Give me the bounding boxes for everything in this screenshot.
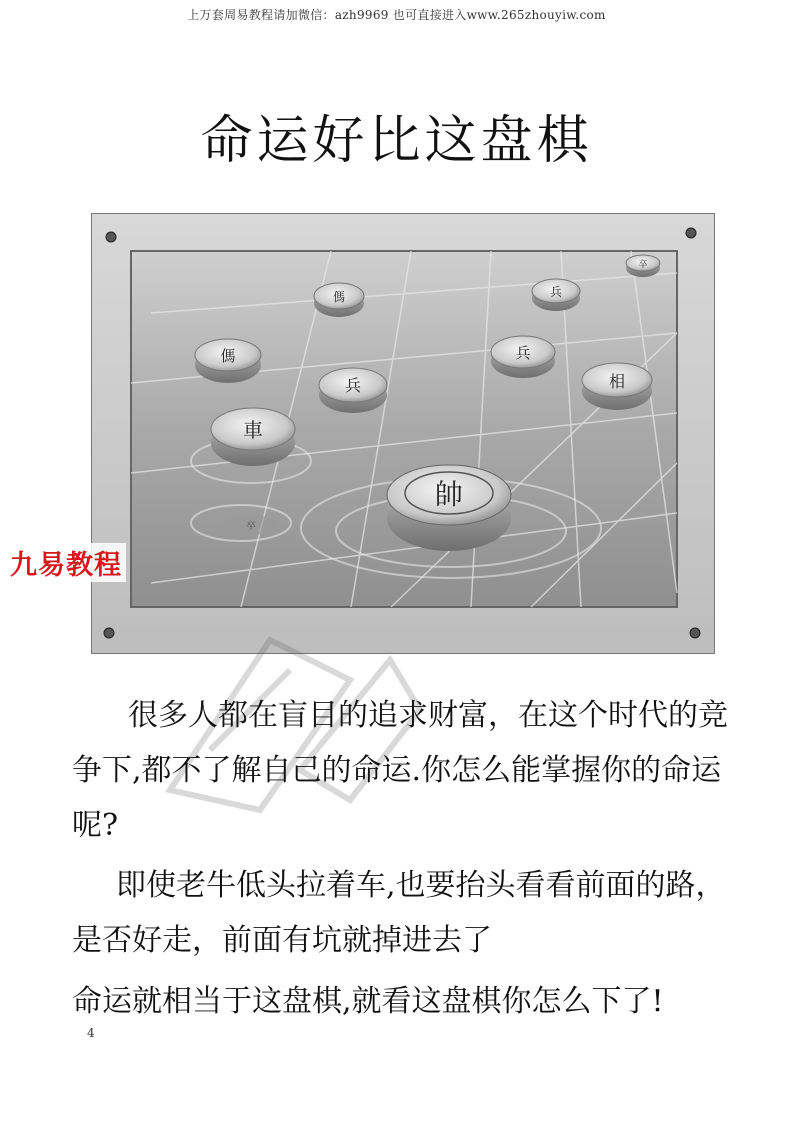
chess-piece-soldier-middle: [319, 368, 387, 413]
piece-label: 相: [608, 372, 626, 391]
chess-piece-soldier-top: [532, 279, 580, 311]
piece-label: 卒: [246, 521, 256, 532]
piece-label: 車: [243, 418, 263, 442]
paragraph-1: 很多人都在盲目的追求财富，在这个时代的竞争下,都不了解自己的命运.你怎么能掌握你的命运呢?: [72, 698, 728, 843]
piece-label: 傌: [332, 290, 346, 304]
chess-piece-soldier-right: [491, 336, 555, 378]
chess-piece-chariot: [211, 408, 295, 466]
piece-label: 兵: [344, 376, 362, 395]
piece-label: 兵: [515, 344, 531, 362]
chess-piece-far-corner: [626, 255, 660, 277]
paragraph-2: 即使老牛低头拉着车,也要抬头看看前面的路，是否好走，前面有坑就掉进去了: [72, 868, 726, 958]
chess-piece-elephant: [582, 363, 652, 410]
header-note: 上万套周易教程请加微信：azh9969 也可直接进入www.265zhouyiw.com: [187, 8, 606, 22]
paragraph-3: 命运就相当于这盘棋,就看这盘棋你怎么下了!: [72, 984, 664, 1019]
piece-label: 傌: [220, 347, 236, 365]
chess-piece-horse-left: [195, 339, 261, 383]
piece-label: 卒: [638, 260, 648, 270]
piece-label: 帥: [434, 478, 464, 511]
page-title: 命运好比这盘棋: [200, 111, 593, 171]
chess-piece-faint: [223, 515, 279, 535]
page-number: 4: [87, 1026, 95, 1040]
chess-piece-marshal: [387, 465, 511, 551]
chess-board-image: [91, 213, 715, 654]
piece-label: 兵: [549, 285, 563, 299]
chess-piece-horse-top: [314, 283, 364, 317]
site-logo: 九易教程: [8, 543, 126, 582]
